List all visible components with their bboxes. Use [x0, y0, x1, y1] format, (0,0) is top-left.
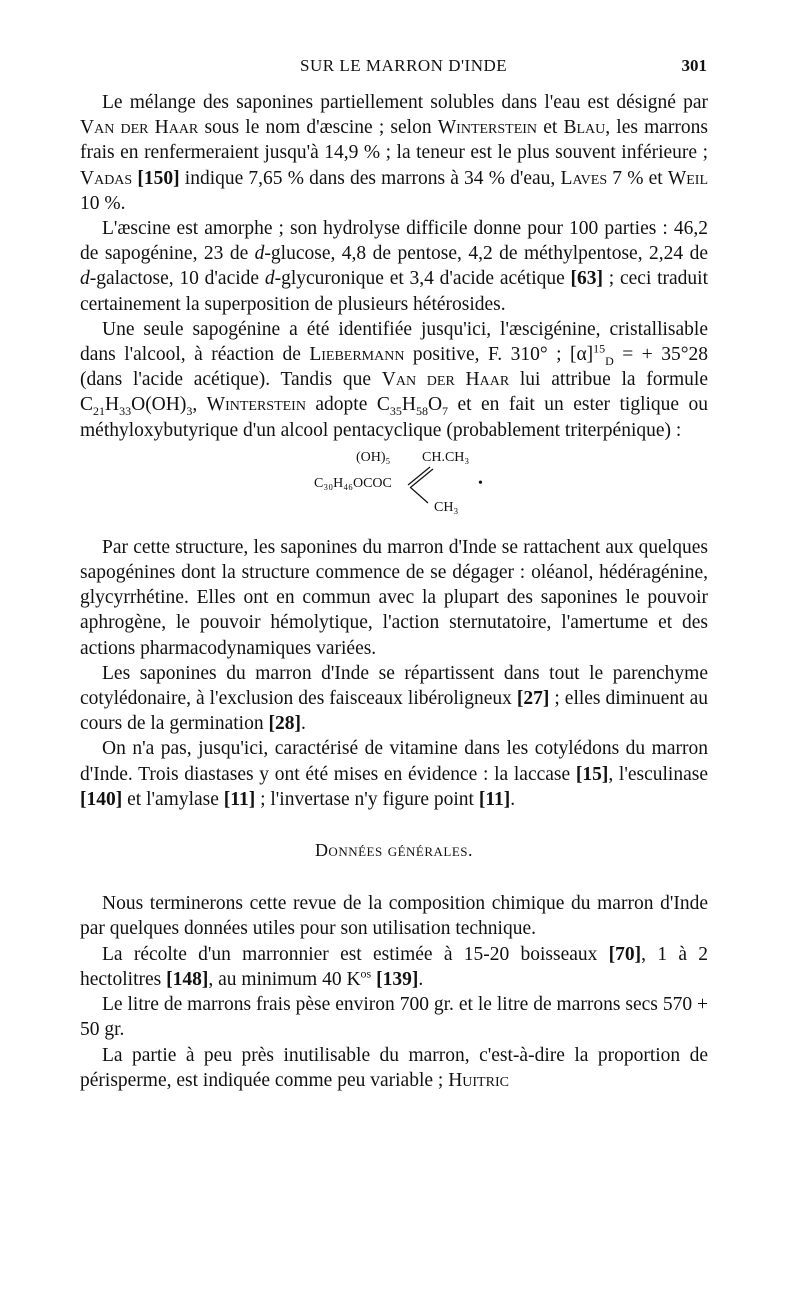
author-name: Liebermann	[309, 344, 405, 366]
section-heading: Données générales.	[314, 840, 474, 861]
author-name: Blau	[563, 117, 606, 139]
citation-ref: [63]	[570, 268, 604, 290]
paragraph-structure	[80, 535, 708, 661]
author-name: Van der Haar	[381, 369, 510, 391]
text-run: H	[105, 394, 120, 416]
text-run: L'æscine est amorphe ; son hydrolyse difficile donne pour 100 parties : 46,2 de sapogénine, 23 de	[80, 218, 708, 265]
text-run: ; elles diminuent au cours de la germination	[80, 688, 708, 735]
citation-ref: [15]	[575, 763, 609, 785]
paragraph-hydrolysis	[80, 216, 708, 317]
paragraph-intro-data	[80, 891, 708, 941]
citation-ref: [11]	[478, 788, 511, 810]
italic-prefix: d	[264, 268, 275, 290]
running-title: SUR LE MARRON D'INDE	[300, 56, 508, 75]
paragraph-aescine-content	[80, 90, 708, 216]
citation-ref: [140]	[80, 788, 123, 810]
subscript: 3	[186, 404, 193, 419]
superscript: os	[360, 966, 372, 981]
paragraph-perisperm	[80, 1043, 708, 1093]
text-run: Le mélange des saponines partiellement solubles dans l'eau est désigné par	[102, 92, 708, 113]
paragraph-diastases	[80, 736, 708, 812]
text-run: .	[510, 788, 516, 810]
text-run: O	[427, 394, 443, 416]
text-run: 7 % et	[607, 167, 668, 189]
text-run: et l'amylase	[122, 788, 224, 810]
optical-rotation-symbol: [α]	[569, 344, 594, 366]
formula-core: C₃₀H₄₆OCOC	[314, 475, 392, 491]
author-name: Laves	[560, 167, 608, 189]
paragraph-harvest	[80, 942, 708, 992]
text-run: .	[418, 968, 424, 990]
text-run: .	[300, 713, 306, 735]
author-name: Winterstein	[437, 117, 538, 139]
text-run: = + 35°28 (dans l'acide acétique). Tandis que	[80, 344, 708, 391]
body-text	[80, 90, 708, 1093]
text-run: ; ceci traduit certainement la superposition de plusieurs hétérosides.	[80, 268, 709, 315]
text-run: ; l'invertase n'y figure point	[255, 788, 479, 810]
subscript: 33	[119, 404, 132, 419]
text-run: Les saponines du marron d'Inde se répartissent dans tout le parenchyme cotylédonaire, à l'exclusion des faisceaux libéroligneux	[80, 662, 708, 710]
italic-prefix: d	[254, 243, 265, 265]
structural-formula	[80, 443, 708, 535]
italic-prefix: d	[80, 268, 90, 290]
citation-ref: [28]	[268, 713, 301, 735]
author-name: Winterstein	[206, 394, 306, 416]
text-run: -glucose, 4,8 de pentose, 4,2 de méthylpentose, 2,24 de	[264, 243, 708, 265]
citation-ref: [11]	[223, 788, 256, 810]
formula-oh-group: (OH)₅	[356, 449, 391, 465]
text-run: , l'esculinase	[608, 763, 708, 785]
paragraph-distribution	[80, 661, 708, 737]
author-name: Huitric	[448, 1069, 509, 1091]
author-name: Vadas	[80, 167, 133, 189]
citation-ref: [148]	[166, 968, 209, 990]
subscript: 21	[93, 404, 106, 419]
subscript: 7	[442, 404, 449, 419]
subscript: D	[605, 353, 614, 368]
text-run: et en fait un ester tiglique ou méthyloxybutyrique d'un alcool pentacyclique (probablement triterpénique) :	[80, 394, 709, 441]
author-name: Weil	[667, 167, 709, 189]
subscript: 58	[415, 404, 428, 419]
paragraph-weight	[80, 992, 708, 1042]
formula-ch3-group: CH₃	[434, 499, 459, 515]
text-run: Nous terminerons cette revue de la composition chimique du marron d'Inde par quelques données utiles pour son utilisation technique.	[80, 893, 708, 940]
text-run: H	[401, 394, 416, 416]
text-run: Le litre de marrons frais pèse environ 700 gr. et le litre de marrons secs 570 + 50 gr.	[80, 994, 708, 1041]
text-run: , les marrons frais en renfermeraient jusqu'à 14,9 % ; la teneur est le plus souvent inférieure ;	[80, 117, 708, 164]
text-run: 10 %.	[80, 192, 126, 214]
text-run: adopte C	[305, 394, 390, 416]
text-run: et	[537, 117, 564, 139]
running-header	[0, 56, 800, 80]
citation-ref: [139]	[376, 968, 419, 990]
text-run: positive, F. 310° ;	[404, 344, 570, 366]
text-run: -galactose, 10 d'acide	[89, 268, 265, 290]
text-run: Par cette structure, les saponines du marron d'Inde se rattachent aux quelques sapogénines dont la structure commence de se dégager : oléanol, hédéragénine, glycyrrhétine. Elles ont en commun avec la plupart des saponines le pouvoir aphrogène, le pouvoir hémolytique, l'action sternutatoire, l'amertume et des actions pharmacodynamiques variées.	[80, 536, 708, 659]
formula-chch3-group: CH.CH₃	[422, 449, 470, 465]
formula-dot: •	[478, 475, 483, 491]
text-run: La partie à peu près inutilisable du marron, c'est-à-dire la proportion de périsperme, est indiquée comme peu variable ;	[80, 1044, 708, 1091]
page-number: 301	[681, 56, 707, 75]
citation-ref: [27]	[516, 688, 550, 710]
text-run: , au minimum 40 K	[208, 968, 361, 990]
author-name: Van der Haar	[80, 117, 199, 139]
text-run: indique 7,65 % dans des marrons à 34 % d'eau,	[179, 167, 561, 189]
paragraph-sapogenin	[80, 317, 708, 443]
text-run: , 1 à 2 hectolitres	[80, 943, 708, 990]
text-run: O(OH)	[131, 394, 187, 416]
text-run: sous le nom d'æscine ; selon	[198, 117, 438, 139]
text-run: Une seule sapogénine a été identifiée jusqu'ici, l'æscigénine, cristallisable dans l'alcool, à réaction de	[80, 318, 708, 366]
citation-ref: [70]	[608, 943, 642, 965]
text-run: ,	[192, 394, 207, 416]
superscript: 15	[593, 341, 606, 356]
text-run: On n'a pas, jusqu'ici, caractérisé de vitamine dans les cotylédons du marron d'Inde. Trois diastases y ont été mises en évidence : la laccase	[80, 738, 708, 785]
text-run: -glycuronique et 3,4 d'acide acétique	[274, 268, 571, 290]
subscript: 35	[389, 404, 402, 419]
text-run: lui attribue la formule C	[80, 369, 708, 416]
text-run: La récolte d'un marronnier est estimée à 15-20 boisseaux	[102, 943, 609, 965]
citation-ref: [150]	[137, 167, 180, 189]
